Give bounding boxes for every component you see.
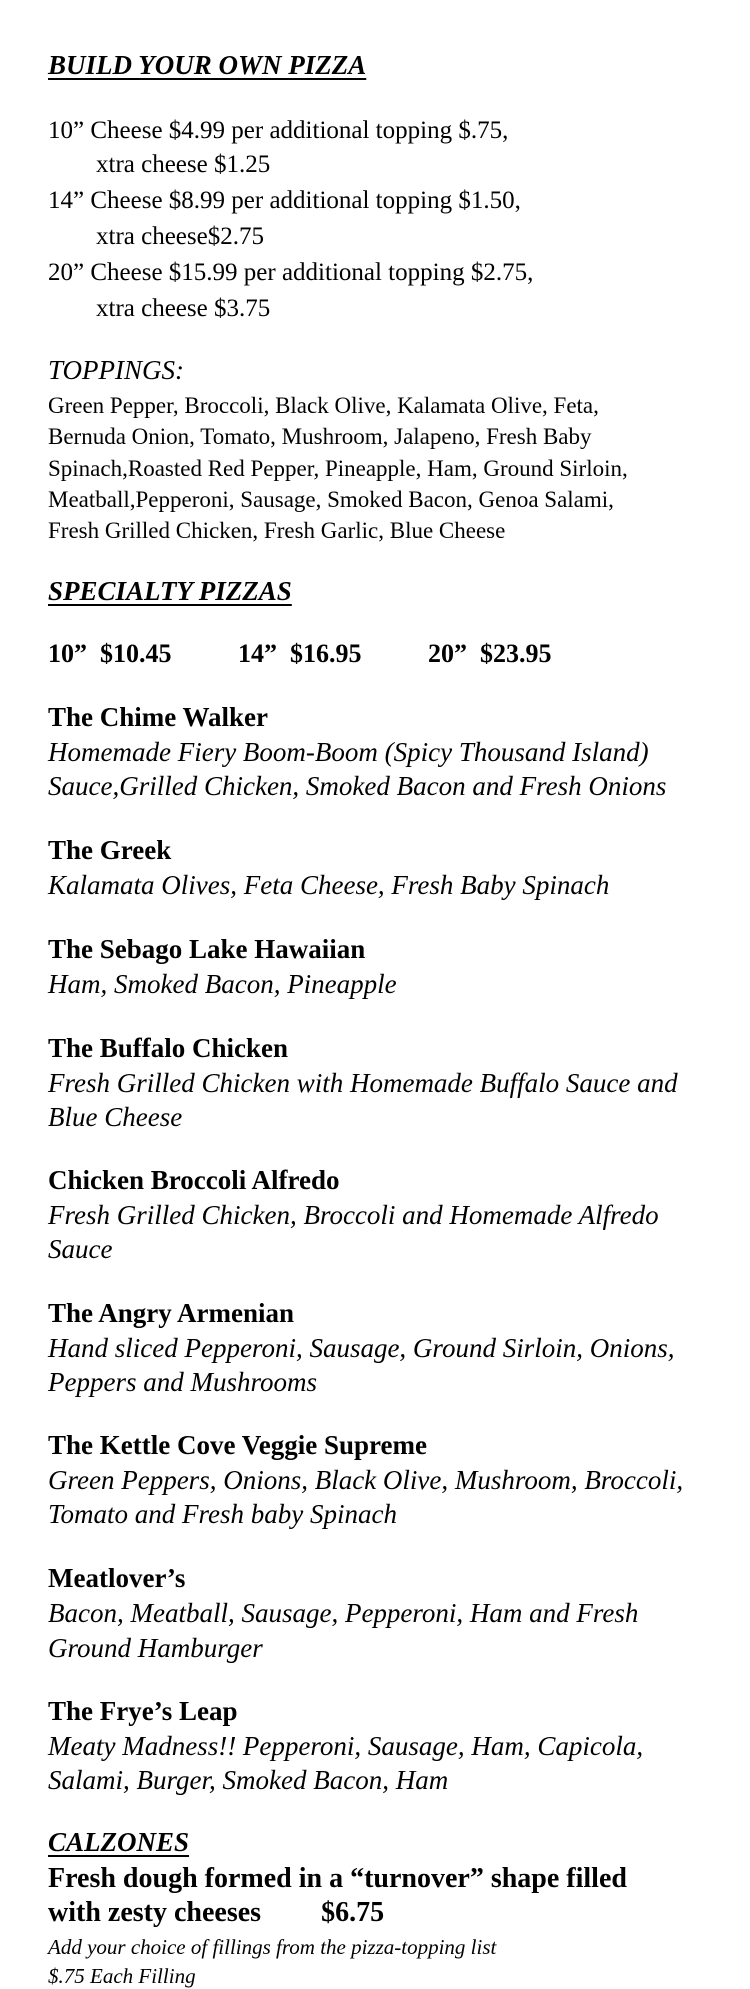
size-label: 10” (48, 639, 87, 668)
toppings-line: Green Pepper, Broccoli, Black Olive, Kalamata Olive, Feta, (48, 393, 599, 418)
toppings-line: Spinach,Roasted Red Pepper, Pineapple, Ham, Ground Sirloin, (48, 456, 628, 481)
pizza-desc: Salami, Burger, Smoked Bacon, Ham (48, 1765, 449, 1795)
calzone-desc-line: with zesty cheeses (48, 1897, 262, 1928)
price-size-10 (48, 639, 172, 669)
pizza-desc: Blue Cheese (48, 1102, 183, 1132)
size-label: 14” (238, 639, 277, 668)
price-size-20 (428, 639, 552, 669)
pizza-name: Meatlover’s (48, 1563, 186, 1593)
pizza-desc: Fresh Grilled Chicken, Broccoli and Homemade Alfredo (48, 1200, 659, 1230)
size-label: 20” (428, 639, 467, 668)
toppings-heading: TOPPINGS: (48, 355, 185, 385)
pizza-name: The Frye’s Leap (48, 1696, 238, 1726)
pizza-desc: Meaty Madness!! Pepperoni, Sausage, Ham, Capicola, (48, 1731, 644, 1761)
calzone-note: Add your choice of fillings from the pizza-topping list (48, 1935, 497, 1959)
build-line: 14” Cheese $8.99 per additional topping $1.50, (48, 187, 521, 214)
build-line: xtra cheese $1.25 (96, 151, 271, 178)
build-heading: BUILD YOUR OWN PIZZA (48, 50, 367, 80)
specialty-heading: SPECIALTY PIZZAS (48, 576, 292, 606)
build-line: 20” Cheese $15.99 per additional topping $2.75, (48, 259, 534, 286)
pizza-name: The Kettle Cove Veggie Supreme (48, 1430, 427, 1460)
pizza-desc: Tomato and Fresh baby Spinach (48, 1499, 397, 1529)
pizza-name: The Angry Armenian (48, 1298, 295, 1328)
calzone-desc: Fresh dough formed in a “turnover” shape filled (48, 1863, 627, 1894)
calzone-note: $.75 Each Filling (48, 1964, 196, 1988)
price-size-14 (238, 639, 362, 669)
pizza-desc: Green Peppers, Onions, Black Olive, Mushroom, Broccoli, (48, 1465, 684, 1495)
pizza-name: The Chime Walker (48, 702, 269, 732)
pizza-desc: Ground Hamburger (48, 1633, 263, 1663)
calzone-desc (48, 1897, 384, 1929)
pizza-desc: Hand sliced Pepperoni, Sausage, Ground Sirloin, Onions, (48, 1333, 675, 1363)
pizza-desc: Kalamata Olives, Feta Cheese, Fresh Baby Spinach (48, 870, 610, 900)
pizza-desc: Ham, Smoked Bacon, Pineapple (48, 969, 397, 999)
pizza-desc: Homemade Fiery Boom-Boom (Spicy Thousand Island) (48, 737, 649, 767)
pizza-name: The Buffalo Chicken (48, 1033, 289, 1063)
calzone-price: $6.75 (321, 1897, 385, 1928)
build-line: 10” Cheese $4.99 per additional topping $.75, (48, 117, 509, 144)
calzones-heading: CALZONES (48, 1827, 190, 1857)
build-line: xtra cheese $3.75 (96, 295, 271, 322)
toppings-line: Meatball,Pepperoni, Sausage, Smoked Bacon, Genoa Salami, (48, 487, 614, 512)
toppings-line: Fresh Grilled Chicken, Fresh Garlic, Blue Cheese (48, 518, 506, 543)
size-price: $23.95 (480, 639, 552, 668)
size-price: $10.45 (100, 639, 172, 668)
build-line: xtra cheese$2.75 (96, 223, 264, 250)
size-price: $16.95 (290, 639, 362, 668)
pizza-desc: Peppers and Mushrooms (48, 1367, 317, 1397)
pizza-name: Chicken Broccoli Alfredo (48, 1165, 340, 1195)
toppings-line: Bernuda Onion, Tomato, Mushroom, Jalapeno, Fresh Baby (48, 424, 592, 449)
pizza-desc: Sauce (48, 1234, 113, 1264)
pizza-desc: Sauce,Grilled Chicken, Smoked Bacon and Fresh Onions (48, 771, 667, 801)
pizza-desc: Bacon, Meatball, Sausage, Pepperoni, Ham and Fresh (48, 1598, 639, 1628)
pizza-desc: Fresh Grilled Chicken with Homemade Buffalo Sauce and (48, 1068, 678, 1098)
pizza-name: The Sebago Lake Hawaiian (48, 934, 366, 964)
pizza-name: The Greek (48, 835, 172, 865)
